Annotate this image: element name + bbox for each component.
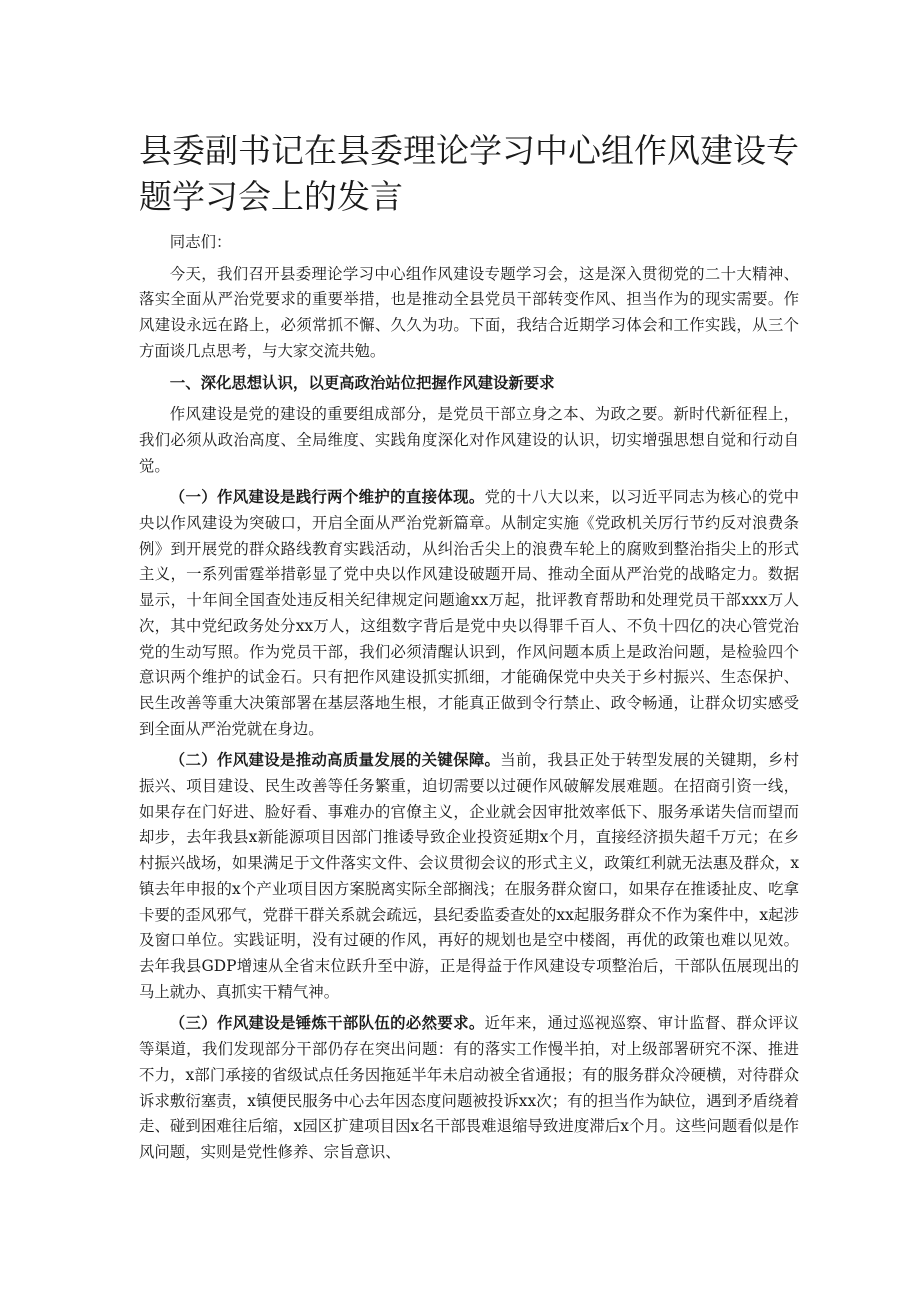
point2-paragraph xyxy=(139,748,799,1005)
point3-text: 近年来，通过巡视巡察、审计监督、群众评议等渠道，我们发现部分干部仍存在突出问题：有的落实工作慢半拍，对上级部署研究不深、推进不力，x部门承接的省级试点任务因拖延半年未启动被全省通报；有的服务群众冷硬横，对待群众诉求敷衍塞责，x镇便民服务中心去年因态度问题被投诉xx次；有的担当作为缺位，遇到矛盾绕着走、碰到困难往后缩，x园区扩建项目因x名干部畏难退缩导致进度滞后x个月。这些问题看似是作风问题，实则是党性修养、宗旨意识、 xyxy=(139,1014,799,1161)
intro-paragraph: 今天，我们召开县委理论学习中心组作风建设专题学习会，这是深入贯彻党的二十大精神、落实全面从严治党要求的重要举措，也是推动全县党员干部转变作风、担当作为的现实需要。作风建设永远在路上，必须常抓不懈、久久为功。下面，我结合近期学习体会和工作实践，从三个方面谈几点思考，与大家交流共勉。 xyxy=(139,264,799,360)
point3-lead: （三）作风建设是锤炼干部队伍的必然要求。 xyxy=(169,1014,485,1033)
section1-intro: 作风建设是党的建设的重要组成部分，是党员干部立身之本、为政之要。新时代新征程上，我们必须从政治高度、全局维度、实践角度深化对作风建设的认识，切实增强思想自觉和行动自觉。 xyxy=(139,405,799,475)
document-body xyxy=(139,230,799,1166)
point1-lead: （一）作风建设是践行两个维护的直接体现。 xyxy=(169,488,485,507)
section1-heading: 一、深化思想认识，以更高政治站位把握作风建设新要求 xyxy=(169,373,555,392)
point3-paragraph xyxy=(139,1011,799,1165)
greeting: 同志们： xyxy=(169,233,232,251)
point1-paragraph xyxy=(139,485,799,742)
document-title: 县委副书记在县委理论学习中心组作风建设专题学习会上的发言 xyxy=(139,131,799,216)
point2-lead: （二）作风建设是推动高质量发展的关键保障。 xyxy=(169,751,501,770)
point2-text: 当前，我县正处于转型发展的关键期，乡村振兴、项目建设、民生改善等任务繁重，迫切需要以过硬作风破解发展难题。在招商引资一线，如果存在门好进、脸好看、事难办的官僚主义，企业就会因审批效率低下、服务承诺失信而望而却步，去年我县x新能源项目因部门推诿导致企业投资延期x个月，直接经济损失超千万元；在乡村振兴战场，如果满足于文件落实文件、会议贯彻会议的形式主义，政策红利就无法惠及群众，x镇去年申报的x个产业项目因方案脱离实际全部搁浅；在服务群众窗口，如果存在推诿扯皮、吃拿卡要的歪风邪气，党群干群关系就会疏远，县纪委监委查处的xx起服务群众不作为案件中，x起涉及窗口单位。实践证明，没有过硬的作风，再好的规划也是空中楼阁，再优的政策也难以见效。去年我县GDP增速从全省末位跃升至中游，正是得益于作风建设专项整治后，干部队伍展现出的马上就办、真抓实干精气神。 xyxy=(139,751,799,1001)
point1-text: 党的十八大以来，以习近平同志为核心的党中央以作风建设为突破口，开启全面从严治党新篇章。从制定实施《党政机关厉行节约反对浪费条例》到开展党的群众路线教育实践活动，从纠治舌尖上的浪费车轮上的腐败到整治指尖上的形式主义，一系列雷霆举措彰显了党中央以作风建设破题开局、推动全面从严治党的战略定力。数据显示，十年间全国查处违反相关纪律规定问题逾xx万起，批评教育帮助和处理党员干部xxx万人次，其中党纪政务处分xx万人，这组数字背后是党中央以得罪千百人、不负十四亿的决心管党治党的生动写照。作为党员干部，我们必须清醒认识到，作风问题本质上是政治问题，是检验四个意识两个维护的试金石。只有把作风建设抓实抓细，才能确保党中央关于乡村振兴、生态保护、民生改善等重大决策部署在基层落地生根，才能真正做到令行禁止、政令畅通，让群众切实感受到全面从严治党就在身边。 xyxy=(139,488,799,738)
